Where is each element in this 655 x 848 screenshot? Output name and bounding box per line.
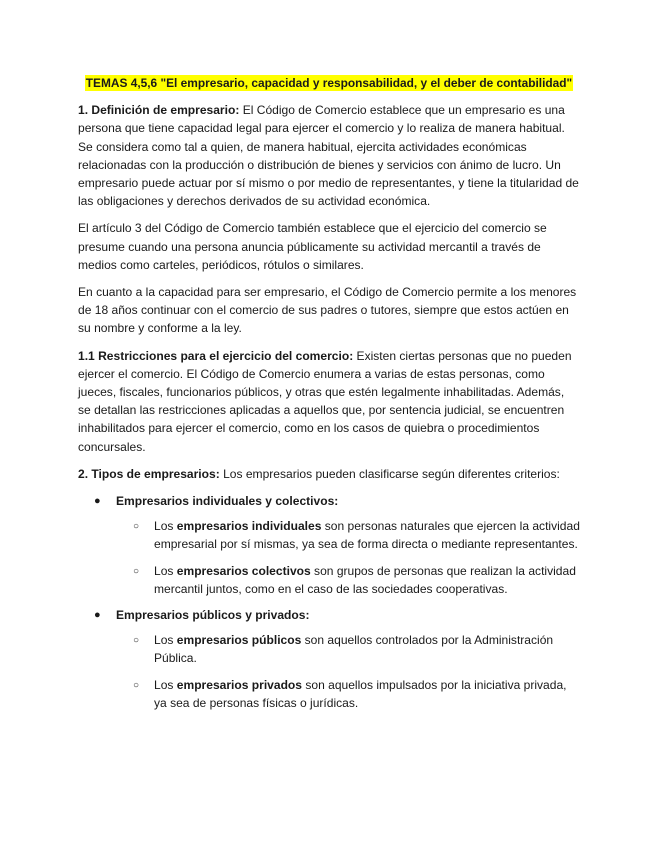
paragraph-definicion [78, 101, 580, 210]
item-pre: Los [154, 677, 177, 692]
list-item [116, 676, 580, 712]
circle-bullet-icon: ○ [133, 565, 140, 577]
text-tipos: Los empresarios pueden clasificarse según diferentes criterios: [219, 466, 560, 481]
item-pre: Los [154, 633, 177, 648]
title-wrap [78, 74, 580, 92]
circle-bullet-icon: ○ [133, 521, 140, 533]
heading-tipos: 2. Tipos de empresarios: [78, 466, 220, 481]
list-item-group-1 [78, 492, 580, 598]
paragraph-capacidad: En cuanto a la capacidad para ser empresario, el Código de Comercio permite a los menores de 18 años continuar con el comercio de sus padres o tutores, siempre que estos actúen en su nombre y conforme a la ley. [78, 285, 577, 336]
document-page [78, 74, 580, 720]
heading-restricciones: 1.1 Restricciones para el ejercicio del comercio: [78, 348, 354, 363]
paragraph-tipos [78, 465, 580, 483]
item-post: son grupos de personas que realizan la actividad mercantil juntos, como en el caso de las sociedades cooperativas. [154, 563, 576, 596]
item-post: son aquellos impulsados por la iniciativa privada, ya sea de personas físicas o jurídicas. [154, 677, 567, 710]
group-label: Empresarios individuales y colectivos: [116, 494, 339, 509]
bullet-icon: ● [94, 495, 101, 508]
item-post: son personas naturales que ejercen la actividad empresarial por sí mismas, ya sea de forma directa o mediante representantes. [154, 519, 580, 552]
item-pre: Los [154, 563, 177, 578]
item-bold: empresarios individuales [176, 519, 322, 534]
text-restricciones: Existen ciertas personas que no pueden ejercer el comercio. El Código de Comercio enumera a varias de estas personas, como jueces, fiscales, funcionarios públicos, y otras que estén legalmente inhabilitadas. Además, se detallan las restricciones aplicadas a aquellos que, por sentencia judicial, se encuentren inhabilitados para ejercer el comercio, como en los casos de quiebra o procedimientos concursales. [78, 348, 572, 454]
sub-list [116, 631, 580, 712]
text-definicion: El Código de Comercio establece que un empresario es una persona que tiene capacidad legal para ejercer el comercio y lo realiza de manera habitual. Se considera como tal a quien, de manera habitual, ejercita actividades económicas relacionadas con la producción o distribución de bienes y servicios con ánimo de lucro. Un empresario puede actuar por sí mismo o por medio de representantes, y tiene la titularidad de las obligaciones y derechos derivados de su actividad económica. [78, 103, 579, 209]
item-bold: empresarios públicos [176, 633, 302, 648]
heading-definicion: 1. Definición de empresario: [78, 103, 240, 118]
item-pre: Los [154, 519, 177, 534]
item-bold: empresarios colectivos [176, 563, 311, 578]
tipos-list [78, 492, 580, 712]
item-bold: empresarios privados [176, 677, 302, 692]
paragraph-articulo-3: El artículo 3 del Código de Comercio también establece que el ejercicio del comercio se presume cuando una persona anuncia públicamente su actividad mercantil a través de medios como carteles, periódicos, rótulos o similares. [78, 221, 547, 272]
list-item [116, 562, 580, 598]
group-label: Empresarios públicos y privados: [116, 608, 310, 623]
sub-list [116, 517, 580, 598]
circle-bullet-icon: ○ [133, 679, 140, 691]
bullet-icon: ● [94, 609, 101, 622]
list-item [116, 517, 580, 553]
paragraph-restricciones [78, 347, 580, 456]
list-item-group-2 [78, 606, 580, 712]
list-item [116, 631, 580, 667]
item-post: son aquellos controlados por la Administración Pública. [154, 633, 554, 666]
circle-bullet-icon: ○ [133, 635, 140, 647]
document-title: TEMAS 4,5,6 "El empresario, capacidad y responsabilidad, y el deber de contabilidad" [85, 76, 573, 90]
